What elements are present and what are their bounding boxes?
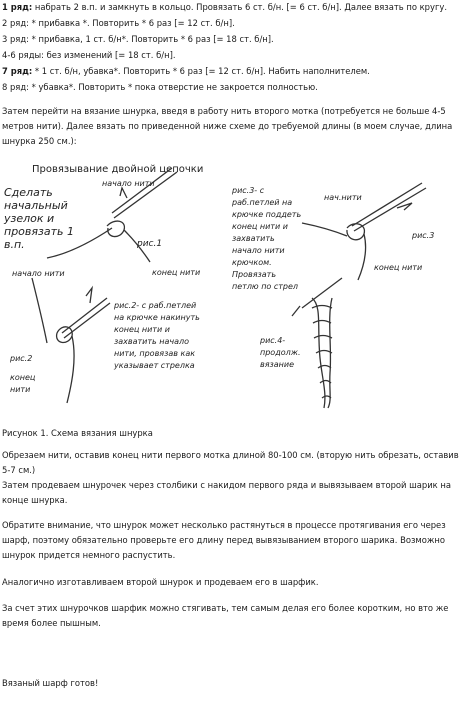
row-2: 2 ряд: * прибавка *. Повторить * 6 раз [= 12 ст. б/н].: [2, 18, 235, 28]
chain-diagram: [2, 158, 462, 416]
row-8: 8 ряд: * убавка*. Повторить * пока отверстие не закроется полностью.: [2, 82, 318, 92]
fig4-label: [259, 336, 301, 369]
svg-text:конец: конец: [10, 373, 36, 382]
paragraph-5: За счет этих шнурочков шарфик можно стягивать, тем самым делая его более коротким, но вто же время более пышным.: [2, 603, 449, 628]
svg-text:начало нити: начало нити: [232, 246, 285, 255]
diagram-svg: [2, 158, 462, 416]
fig2-label: рис.2: [10, 354, 33, 363]
row-1: 1 ряд: набрать 2 в.п. и замкнуть в кольцо. Провязать 6 ст. б/н. [= 6 ст. б/н]. Далее вязать по кругу.: [2, 2, 447, 12]
svg-text:в.п.: в.п.: [4, 238, 25, 251]
row-7: 7 ряд: * 1 ст. б/н, убавка*. Повторить * 6 раз [= 12 ст. б/н]. Набить наполнителем.: [2, 66, 370, 76]
paragraph-4: Аналогично изготавливаем второй шнурок и продеваем его в шарфик.: [2, 577, 319, 587]
paragraph-2: Затем продеваем шнурочек через столбики с накидом первого ряда и вывязываем второй шарик на конце шнурка.: [2, 480, 452, 505]
fig2-text: [113, 301, 200, 370]
svg-text:крючком.: крючком.: [232, 258, 272, 267]
paragraph-1: Обрезаем нити, оставив конец нити первого мотка длиной 80-100 см. (вторую нить обрезать, оставив 5-7 см.): [2, 450, 459, 475]
svg-text:провязать 1: провязать 1: [4, 225, 74, 238]
svg-text:начальный: начальный: [4, 199, 68, 212]
paragraph-3: Обратите внимание, что шнурок может несколько растянуться в процессе протягивания его через шарф, поэтому обязательно проверьте его длину перед вывязыванием второго шарика. Возможно шнурок придется немного распустить.: [2, 520, 446, 560]
svg-text:конец нити и: конец нити и: [232, 222, 288, 231]
svg-text:крючке поддеть: крючке поддеть: [232, 210, 302, 219]
row-4-6: 4-6 ряды: без изменений [= 18 ст. б/н].: [2, 50, 176, 60]
figure-caption: Рисунок 1. Схема вязания шнурка: [2, 428, 153, 438]
svg-text:узелок и: узелок и: [4, 212, 55, 225]
end-thread-a: конец нити: [152, 268, 201, 277]
paragraph-6: Вязаный шарф готов!: [2, 678, 99, 688]
svg-text:Провязать: Провязать: [232, 270, 277, 279]
svg-text:петлю по стрел: петлю по стрел: [232, 282, 299, 291]
svg-text:продолж.: продолж.: [260, 348, 301, 357]
svg-text:рис.4-: рис.4-: [260, 336, 286, 345]
row-3: 3 ряд: * прибавка, 1 ст. б/н*. Повторить * 6 раз [= 18 ст. б/н].: [2, 34, 274, 44]
svg-text:нити: нити: [10, 385, 31, 394]
svg-text:захватить: захватить: [232, 234, 275, 243]
start-thread-b: начало нити: [12, 269, 65, 278]
fig3-label: рис.3: [412, 231, 435, 240]
svg-text:раб.петлей на: раб.петлей на: [232, 198, 293, 207]
svg-text:рис.3- с: рис.3- с: [232, 186, 265, 195]
fig4-drawing: [292, 278, 342, 408]
diagram-title: Провязывание двойной цепочки: [32, 164, 204, 175]
make-knot-label: [3, 186, 74, 251]
end-thread-c: конец нити: [374, 263, 423, 272]
svg-text:на крючке накинуть: на крючке накинуть: [114, 313, 200, 322]
intro-paragraph: Затем перейти на вязание шнурка, введя в работу нить второго мотка (потребуется не больше 4-5 метров нити). Далее вязать по приведенной ниже схеме до требуемой длины (в моем случае, длина шнурка 250 см.):: [2, 106, 453, 146]
fig2-drawing: [32, 278, 110, 403]
fig1-label: рис.1: [137, 239, 163, 249]
end-thread-b: [10, 373, 36, 394]
svg-text:захватить начало: захватить начало: [114, 337, 190, 346]
svg-text:рис.2- с раб.петлей: рис.2- с раб.петлей: [114, 301, 197, 310]
svg-text:конец нити и: конец нити и: [114, 325, 170, 334]
svg-text:Сделать: Сделать: [4, 186, 53, 199]
svg-text:вязание: вязание: [260, 360, 295, 369]
fig3-text: [231, 186, 301, 291]
svg-text:указывает стрелка: указывает стрелка: [114, 361, 195, 370]
start-thread-c: нач.нити: [324, 193, 362, 202]
start-thread-a: начало нити: [102, 179, 155, 188]
svg-text:нити, провязав как: нити, провязав как: [114, 349, 196, 358]
